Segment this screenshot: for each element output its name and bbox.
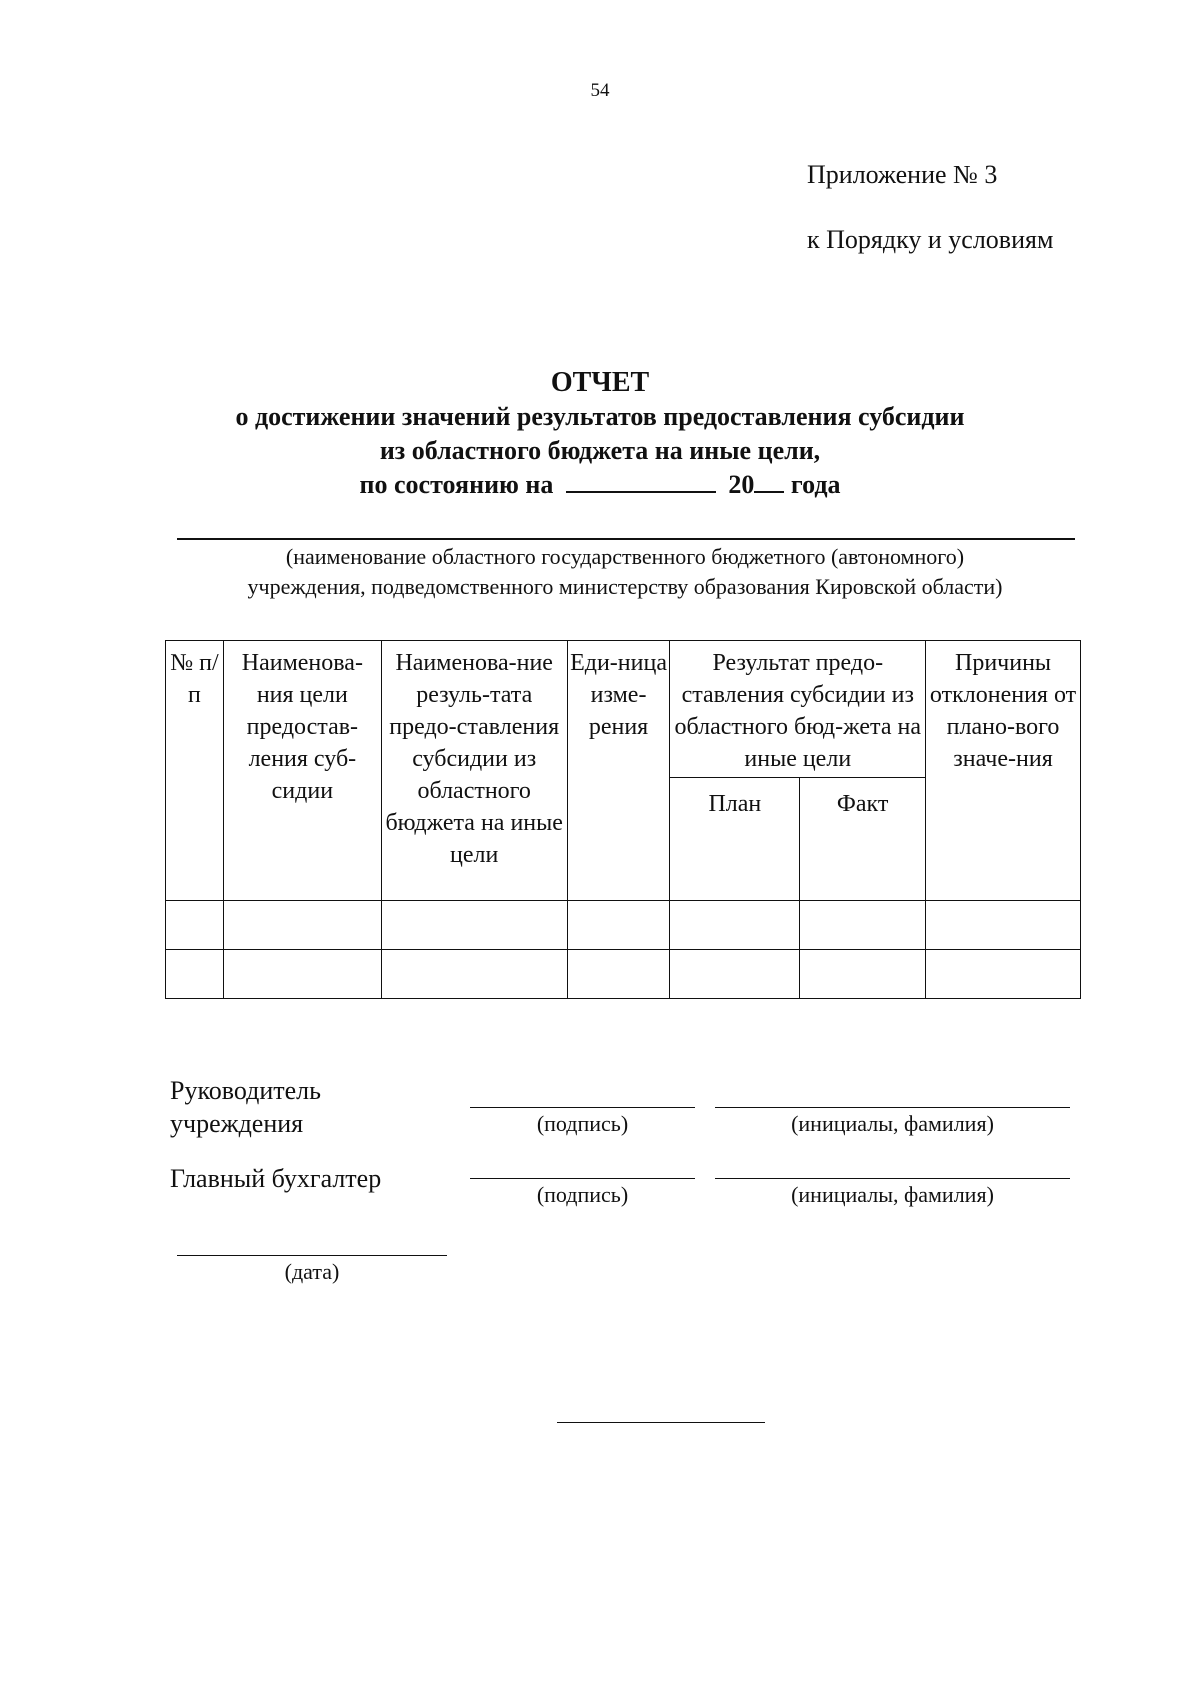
accountant-name-caption: (инициалы, фамилия) bbox=[791, 1182, 994, 1207]
table-cell[interactable] bbox=[567, 950, 670, 999]
accountant-signature-line[interactable] bbox=[470, 1178, 695, 1179]
table-header-row bbox=[166, 641, 1081, 778]
report-subtitle-line2: из областного бюджета на иные цели, bbox=[379, 436, 821, 465]
table-row bbox=[166, 950, 1081, 999]
head-signature-caption: (подпись) bbox=[536, 1111, 629, 1136]
accountant-label: Главный бухгалтер bbox=[170, 1164, 382, 1193]
table-cell[interactable] bbox=[800, 950, 926, 999]
report-title: ОТЧЕТ bbox=[550, 367, 650, 398]
table-cell[interactable] bbox=[926, 950, 1081, 999]
table-cell[interactable] bbox=[223, 901, 381, 950]
table-cell[interactable] bbox=[926, 901, 1081, 950]
table-cell[interactable] bbox=[223, 950, 381, 999]
header-unit: Еди-ница изме-рения bbox=[567, 641, 670, 901]
header-deviation-reasons: Причины отклонения от плано-вого значе-ния bbox=[926, 641, 1081, 901]
header-result-name: Наименова-ние резуль-тата предо-ставления субсидии из областного бюджета на иные цели bbox=[381, 641, 567, 901]
report-title-block bbox=[0, 366, 1200, 502]
page-number: 54 bbox=[590, 80, 610, 101]
organization-caption-line1: (наименование областного государственного бюджетного (автономного) bbox=[285, 544, 965, 569]
accountant-signature-caption: (подпись) bbox=[536, 1182, 629, 1207]
report-table bbox=[165, 640, 1081, 999]
year-suffix: года bbox=[790, 470, 841, 499]
date-prefix: по состоянию на bbox=[359, 470, 554, 499]
report-subtitle-line1: о достижении значений результатов предоставления субсидии bbox=[235, 402, 965, 431]
table-cell[interactable] bbox=[567, 901, 670, 950]
appendix-title: Приложение № 3 bbox=[807, 160, 998, 189]
date-line[interactable] bbox=[177, 1255, 447, 1256]
table-cell[interactable] bbox=[381, 950, 567, 999]
table-cell[interactable] bbox=[800, 901, 926, 950]
report-date-line bbox=[0, 468, 1200, 502]
appendix-subtitle: к Порядку и условиям bbox=[807, 225, 1054, 254]
table-cell[interactable] bbox=[670, 901, 800, 950]
head-label-line2: учреждения bbox=[170, 1109, 304, 1138]
accountant-name-line[interactable] bbox=[715, 1178, 1070, 1179]
table-cell[interactable] bbox=[670, 950, 800, 999]
head-label-line1: Руководитель bbox=[170, 1076, 321, 1105]
header-number: № п/п bbox=[166, 641, 224, 901]
header-result: Результат предо-ставления субсидии из областного бюд-жета на иные цели bbox=[670, 641, 926, 778]
organization-caption bbox=[150, 542, 1100, 602]
head-signature-line[interactable] bbox=[470, 1107, 695, 1108]
table-cell[interactable] bbox=[166, 950, 224, 999]
header-plan: План bbox=[670, 778, 800, 901]
table-cell[interactable] bbox=[166, 901, 224, 950]
date-blank-field[interactable] bbox=[566, 469, 716, 493]
head-name-caption: (инициалы, фамилия) bbox=[791, 1111, 994, 1136]
date-caption: (дата) bbox=[284, 1259, 340, 1284]
footer-rule bbox=[557, 1422, 765, 1423]
year-blank-field[interactable] bbox=[754, 469, 784, 493]
organization-name-line[interactable] bbox=[177, 538, 1075, 540]
head-name-line[interactable] bbox=[715, 1107, 1070, 1108]
year-prefix: 20 bbox=[728, 470, 755, 499]
header-fact: Факт bbox=[800, 778, 926, 901]
table-cell[interactable] bbox=[381, 901, 567, 950]
table-row bbox=[166, 901, 1081, 950]
header-goal-name: Наименова-ния цели предостав-ления суб-сидии bbox=[223, 641, 381, 901]
organization-caption-line2: учреждения, подведомственного министерству образования Кировской области) bbox=[247, 574, 1003, 599]
